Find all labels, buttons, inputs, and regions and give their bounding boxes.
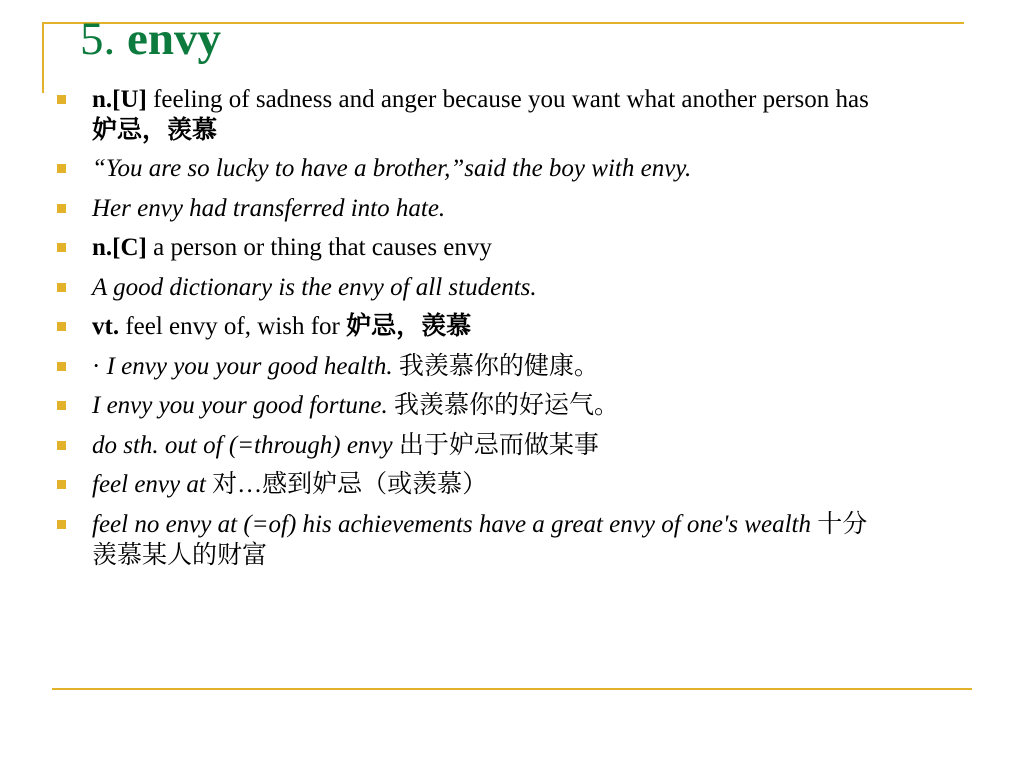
title-number: 5. [80,13,116,65]
bullet-item [0,430,892,461]
frame-left-rule [42,22,44,93]
square-bullet-icon [57,283,66,292]
bullet-list [0,84,960,578]
bullet-label: vt. [92,313,120,340]
square-bullet-icon [57,441,66,450]
title-word: envy [127,13,221,65]
bullet-text: 对…感到妒忌（或羡慕） [205,471,488,498]
square-bullet-icon [57,164,66,173]
square-bullet-icon [57,204,66,213]
bullet-item [0,390,892,421]
bullet-item [0,469,892,500]
square-bullet-icon [57,322,66,331]
square-bullet-icon [57,520,66,529]
bullet-text: feel envy of, wish for [119,313,347,340]
bullet-item [0,311,892,342]
bullet-text: 我羡慕你的好运气。 [387,392,620,419]
example-text: “You are so lucky to have a brother,”said the boy with envy. [92,155,692,182]
bullet-text: a person or thing that causes envy [146,234,492,261]
bullet-item [0,351,892,382]
example-text: A good dictionary is the envy of all students. [92,273,537,301]
bottom-rule [52,688,972,690]
bullet-label: n.[U] [92,86,147,113]
bullet-text: 出于妒忌而做某事 [392,431,599,459]
example-text: feel envy at [92,471,206,498]
square-bullet-icon [57,95,66,104]
example-text: Her envy had transferred into hate. [92,194,446,222]
square-bullet-icon [57,362,66,371]
square-bullet-icon [57,401,66,410]
bullet-text: · [92,352,107,380]
bullet-label: 妒忌，羡慕 [92,117,218,144]
example-text: I envy you your good fortune. [92,392,388,419]
example-text: I envy you your good health. [106,352,393,380]
bullet-item [0,193,892,224]
bullet-label: 妒忌，羡慕 [346,313,472,340]
bullet-label: n.[C] [92,234,147,261]
bullet-item [0,272,892,303]
bullet-item [0,232,892,263]
bullet-item [0,84,892,146]
bullet-item [0,153,892,184]
square-bullet-icon [57,243,66,252]
bullet-text: feeling of sadness and anger because you want what another person has [146,86,869,113]
bullet-text: 我羡慕你的健康。 [392,352,599,380]
example-text: do sth. out of (=through) envy [92,431,393,459]
square-bullet-icon [57,480,66,489]
slide-title [80,10,221,68]
bullet-item [0,509,892,571]
bullet-text: 十分羡慕某人的财富 [92,510,868,569]
example-text: feel no envy at (=of) his achievements have a great envy of one's wealth [92,510,811,538]
